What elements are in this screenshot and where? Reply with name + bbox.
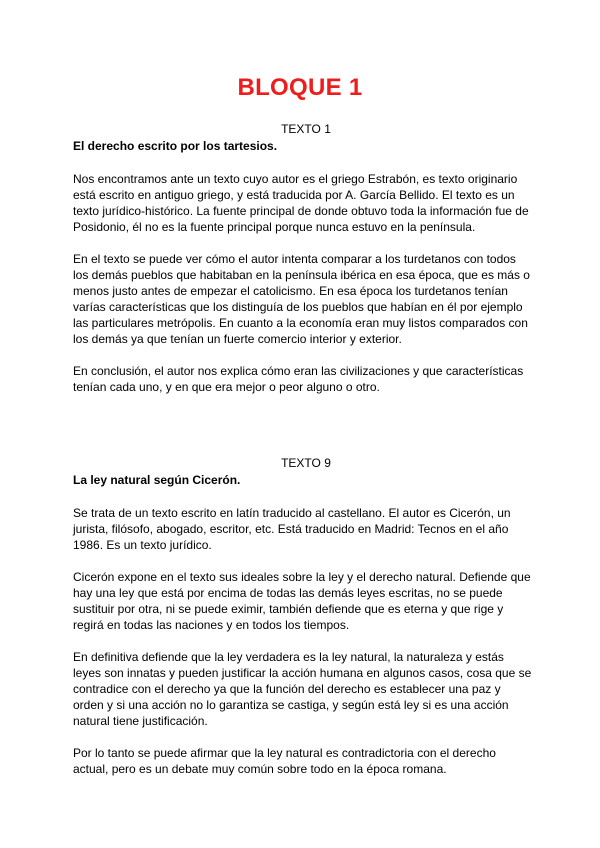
paragraph: Se trata de un texto escrito en latín traducido al castellano. El autor es Cicerón, un jurista, filósofo, abogado, escritor, etc. Está traducido en Madrid: Tecnos en el año 1986. Es un texto jurídico. — [73, 506, 511, 552]
section-heading: La ley natural según Cicerón. — [73, 473, 241, 487]
paragraph: Por lo tanto se puede afirmar que la ley natural es contradictoria con el derecho actual, pero es un debate muy común sobre todo en la época romana. — [73, 746, 496, 776]
paragraph: En el texto se puede ver cómo el autor intenta comparar a los turdetanos con todos los demás pueblos que habitaban en la península ibérica en esa época, que es más o menos justo antes de empezar el catolicismo. En esa época los turdetanos tenían varías características que los distinguía de los pueblos que habían en él por ejemplo las particulares metrópolis. En cuanto a la economía eran muy listos comparados con los demás ya que tenían un fuerte comercio interior y exterior. — [73, 252, 530, 346]
section-texto-1 — [73, 121, 533, 395]
paragraph: Nos encontramos ante un texto cuyo autor es el griego Estrabón, es texto originario está escrito en antiguo griego, y está traducida por A. García Bellido. El texto es un texto jurídico-histórico. La fuente principal de donde obtuvo toda la información fue de Posidonio, él no es la fuente principal porque nunca estuvo en la península. — [73, 172, 529, 234]
section-label: TEXTO 1 — [281, 122, 331, 136]
paragraph: Cicerón expone en el texto sus ideales sobre la ley y el derecho natural. Defiende que hay una ley que está por encima de todas las demás leyes escritas, no se puede sustituir por otra, ni se puede eximir, también defiende que es eterna y que rige y regirá en todas las naciones y en todos los tiempos. — [73, 570, 531, 632]
section-texto-9 — [73, 455, 533, 777]
section-heading: El derecho escrito por los tartesios. — [73, 139, 278, 153]
paragraph: En definitiva defiende que la ley verdadera es la ley natural, la naturaleza y estás leyes son innatas y pueden justificar la acción humana en algunos casos, cosa que se contradice con el derecho ya que la función del derecho es establecer una paz y orden y si una acción no lo garantiza se castiga, y según está ley si es una acción natural tiene justificación. — [73, 650, 532, 728]
document-title: BLOQUE 1 — [237, 74, 363, 101]
section-label: TEXTO 9 — [281, 456, 331, 470]
paragraph: En conclusión, el autor nos explica cómo eran las civilizaciones y que características tenían cada uno, y en que era mejor o peor alguno o otro. — [73, 364, 524, 394]
